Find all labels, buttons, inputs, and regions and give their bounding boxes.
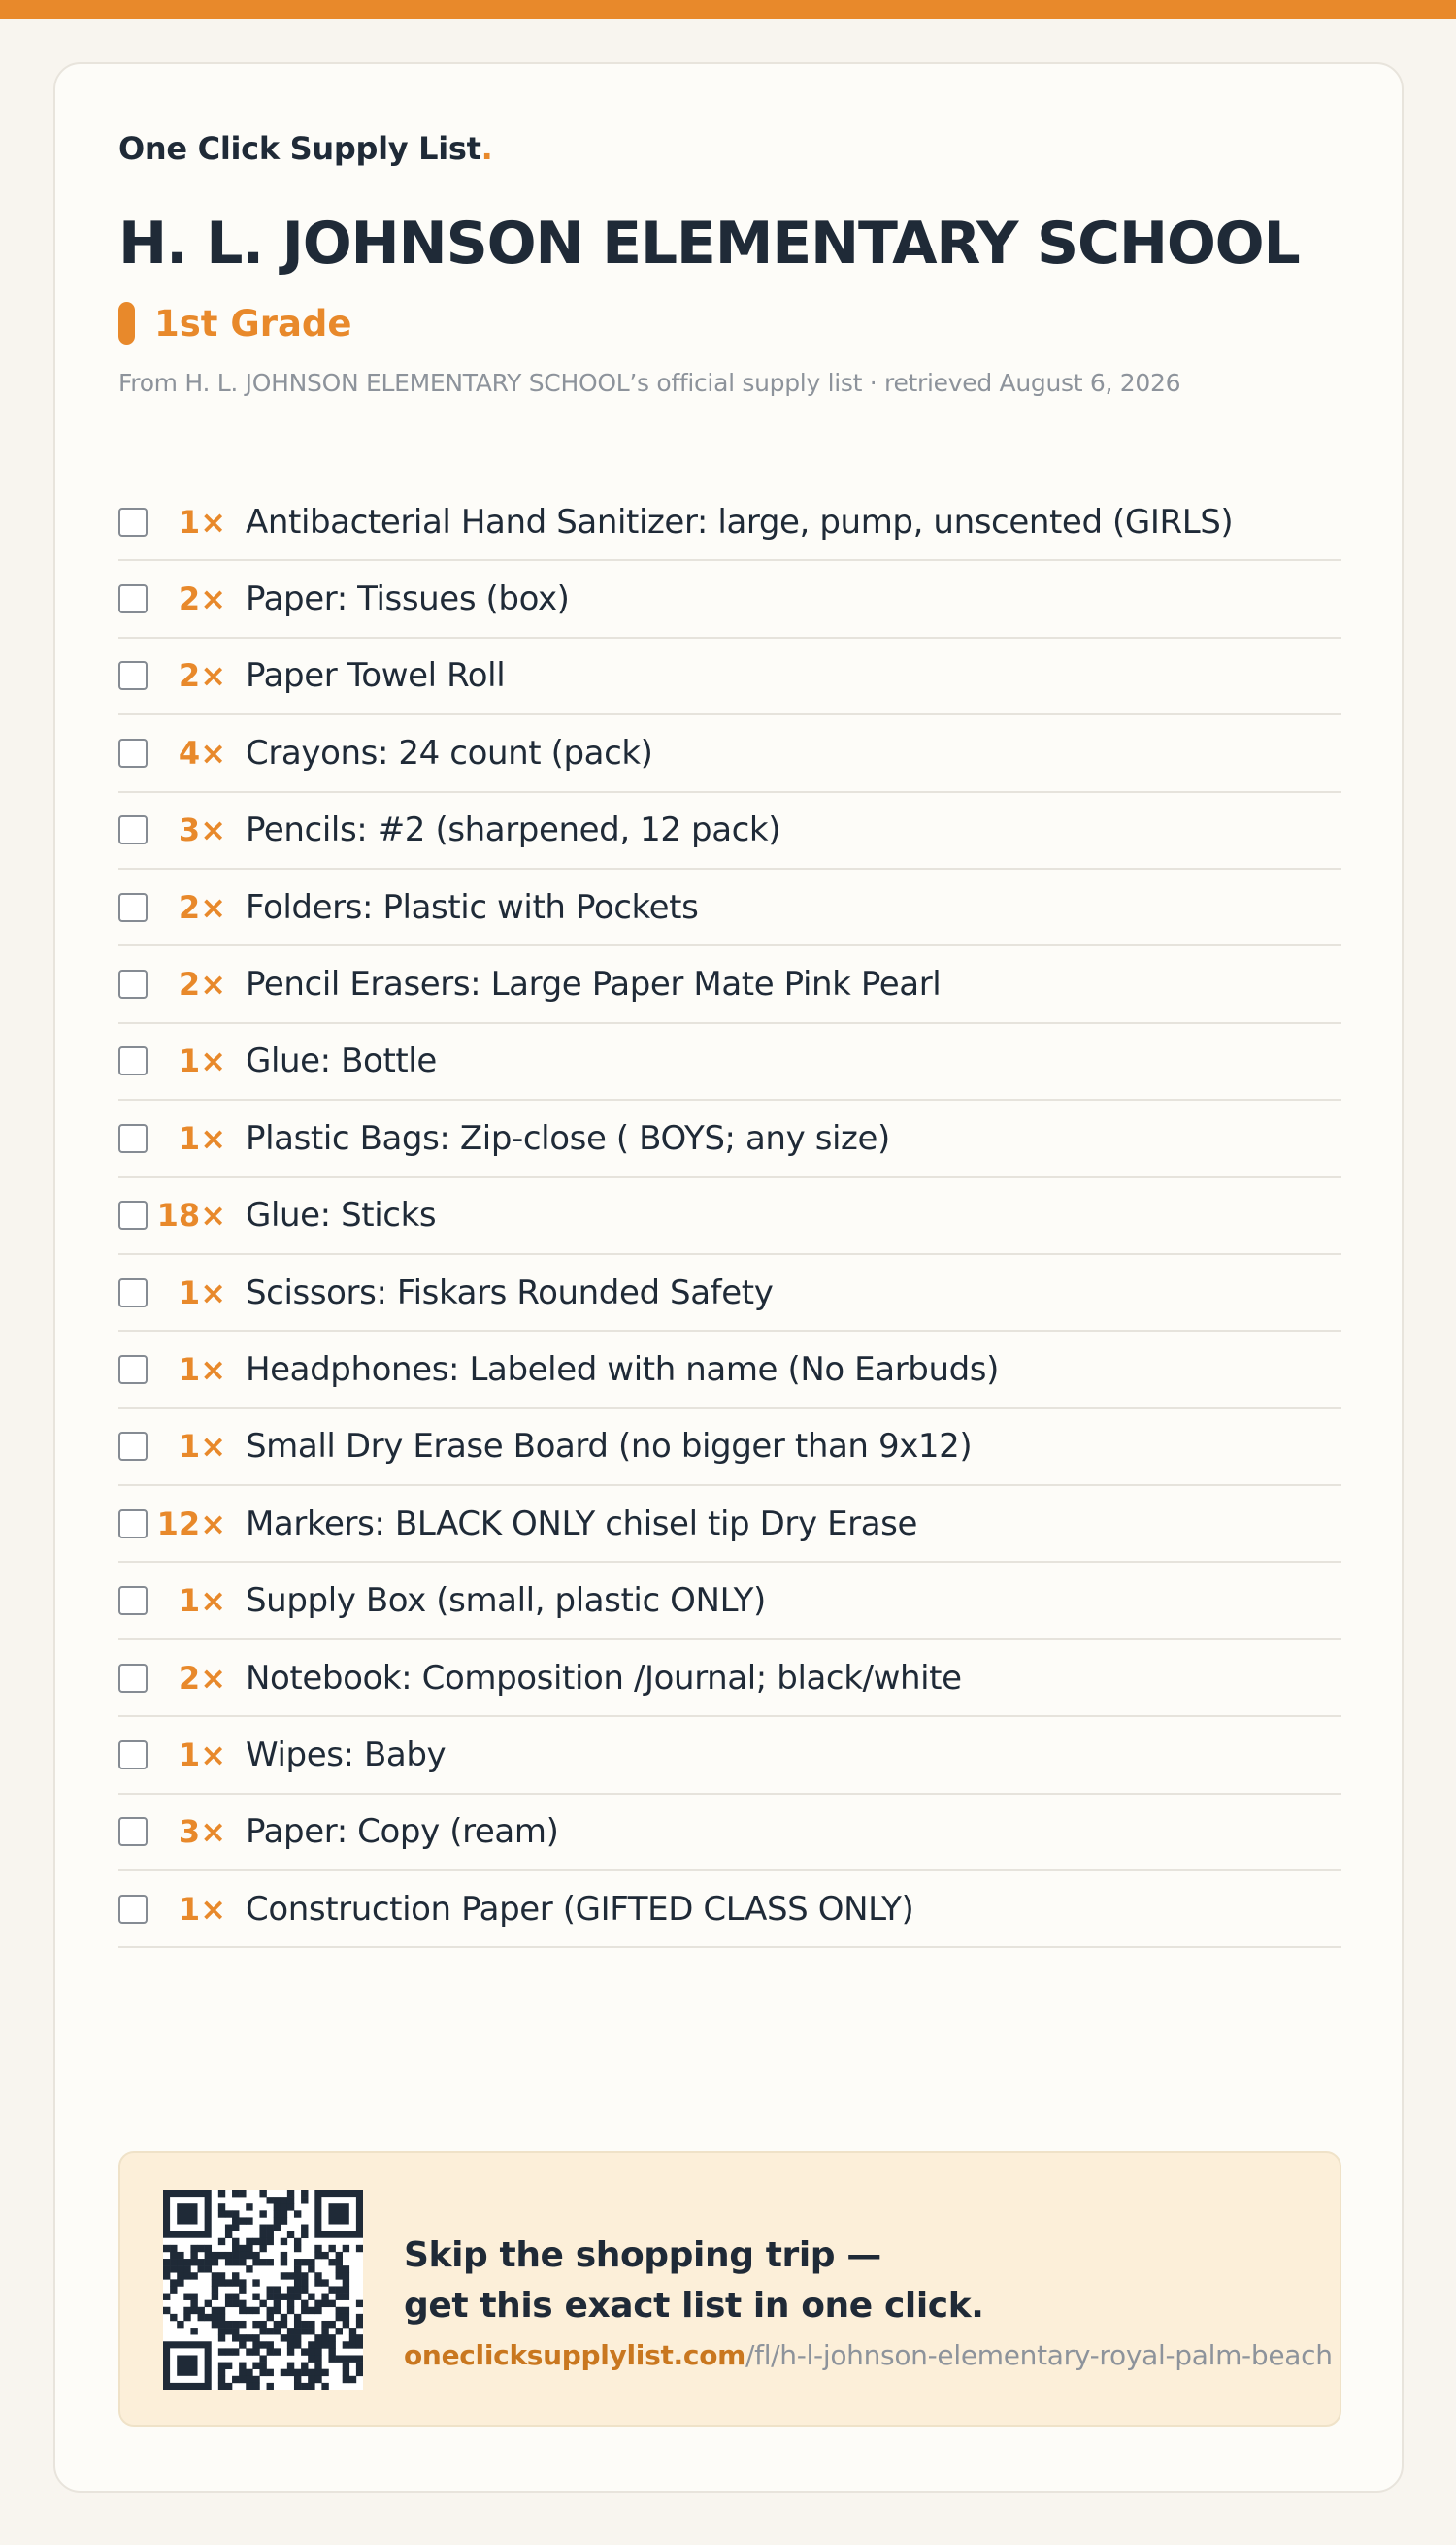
supply-item <box>118 1871 1341 1948</box>
supply-list <box>118 484 1341 1948</box>
grade-marker <box>118 302 135 345</box>
item-quantity: 2× <box>178 1659 226 1697</box>
supply-item <box>118 561 1341 638</box>
item-quantity: 2× <box>178 580 226 618</box>
item-name: Paper Towel Roll <box>246 656 506 696</box>
item-checkbox[interactable] <box>118 970 148 999</box>
cta-banner <box>118 2151 1341 2427</box>
item-name: Paper: Copy (ream) <box>246 1812 559 1852</box>
item-checkbox[interactable] <box>118 508 148 537</box>
brand-name: One Click Supply List <box>118 130 481 167</box>
item-checkbox[interactable] <box>118 893 148 922</box>
item-quantity: 3× <box>178 1813 226 1851</box>
item-checkbox[interactable] <box>118 815 148 844</box>
supply-item <box>118 1332 1341 1408</box>
cta-link[interactable] <box>404 2339 1333 2371</box>
item-name: Wipes: Baby <box>246 1735 447 1774</box>
supply-item <box>118 1101 1341 1177</box>
supply-list-card <box>53 62 1404 2493</box>
supply-item <box>118 1563 1341 1639</box>
item-quantity: 1× <box>178 1350 226 1388</box>
qr-code-graphic <box>163 2190 363 2390</box>
item-checkbox[interactable] <box>118 584 148 613</box>
item-checkbox[interactable] <box>118 1586 148 1615</box>
supply-item <box>118 1486 1341 1563</box>
item-checkbox[interactable] <box>118 1432 148 1461</box>
item-quantity: 2× <box>178 888 226 926</box>
item-checkbox[interactable] <box>118 1895 148 1924</box>
supply-item <box>118 1409 1341 1486</box>
item-checkbox[interactable] <box>118 739 148 768</box>
item-name: Notebook: Composition /Journal; black/white <box>246 1658 962 1698</box>
grade-heading <box>118 301 352 346</box>
item-name: Pencils: #2 (sharpened, 12 pack) <box>246 810 781 850</box>
qr-code-icon[interactable] <box>163 2190 363 2390</box>
supply-item <box>118 1717 1341 1794</box>
item-name: Markers: BLACK ONLY chisel tip Dry Erase <box>246 1504 918 1543</box>
item-checkbox[interactable] <box>118 661 148 690</box>
item-quantity: 1× <box>178 1273 226 1311</box>
item-name: Small Dry Erase Board (no bigger than 9x12) <box>246 1427 973 1467</box>
item-checkbox[interactable] <box>118 1278 148 1307</box>
item-checkbox[interactable] <box>118 1355 148 1384</box>
supply-item <box>118 870 1341 946</box>
item-name: Glue: Bottle <box>246 1041 437 1081</box>
item-checkbox[interactable] <box>118 1201 148 1230</box>
supply-item <box>118 1255 1341 1332</box>
cta-headline <box>404 2231 984 2331</box>
supply-item <box>118 793 1341 870</box>
item-checkbox[interactable] <box>118 1046 148 1075</box>
cta-headline-line-1: Skip the shopping trip — <box>404 2235 881 2275</box>
item-name: Construction Paper (GIFTED CLASS ONLY) <box>246 1889 914 1929</box>
item-quantity: 1× <box>178 503 226 541</box>
item-quantity: 18× <box>156 1197 226 1235</box>
item-name: Scissors: Fiskars Rounded Safety <box>246 1272 774 1312</box>
item-quantity: 1× <box>178 1735 226 1773</box>
item-checkbox[interactable] <box>118 1740 148 1769</box>
item-quantity: 2× <box>178 657 226 695</box>
brand-dot: . <box>480 130 493 167</box>
item-quantity: 4× <box>178 734 226 772</box>
item-checkbox[interactable] <box>118 1664 148 1693</box>
item-checkbox[interactable] <box>118 1817 148 1846</box>
item-quantity: 1× <box>178 1042 226 1080</box>
cta-link-domain[interactable]: oneclicksupplylist.com <box>404 2339 745 2371</box>
item-name: Folders: Plastic with Pockets <box>246 887 699 927</box>
item-name: Antibacterial Hand Sanitizer: large, pump, unscented (GIRLS) <box>246 502 1234 542</box>
item-name: Plastic Bags: Zip-close ( BOYS; any size) <box>246 1118 890 1158</box>
item-quantity: 3× <box>178 811 226 849</box>
supply-item <box>118 946 1341 1023</box>
supply-item <box>118 1178 1341 1255</box>
source-note: From H. L. JOHNSON ELEMENTARY SCHOOL’s official supply list · retrieved August 6, 2026 <box>118 369 1181 397</box>
item-name: Crayons: 24 count (pack) <box>246 733 653 773</box>
item-checkbox[interactable] <box>118 1124 148 1153</box>
item-name: Headphones: Labeled with name (No Earbuds) <box>246 1349 999 1389</box>
cta-link-path[interactable]: /fl/h-l-johnson-elementary-royal-palm-beach <box>745 2339 1333 2371</box>
item-checkbox[interactable] <box>118 1509 148 1538</box>
item-quantity: 1× <box>178 1582 226 1620</box>
item-name: Pencil Erasers: Large Paper Mate Pink Pearl <box>246 965 942 1005</box>
item-quantity: 12× <box>156 1504 226 1542</box>
supply-item <box>118 484 1341 561</box>
item-name: Supply Box (small, plastic ONLY) <box>246 1581 766 1621</box>
supply-item <box>118 715 1341 792</box>
top-accent-bar <box>0 0 1456 19</box>
item-quantity: 1× <box>178 1119 226 1157</box>
supply-item <box>118 639 1341 715</box>
item-quantity: 2× <box>178 966 226 1004</box>
cta-headline-line-2: get this exact list in one click. <box>404 2286 984 2326</box>
supply-item <box>118 1795 1341 1871</box>
item-name: Glue: Sticks <box>246 1196 437 1236</box>
supply-item <box>118 1640 1341 1717</box>
grade-label: 1st Grade <box>154 302 352 345</box>
supply-item <box>118 1024 1341 1101</box>
page-title: H. L. JOHNSON ELEMENTARY SCHOOL <box>118 210 1300 278</box>
item-quantity: 1× <box>178 1890 226 1928</box>
item-quantity: 1× <box>178 1428 226 1466</box>
brand-logo <box>118 130 493 167</box>
item-name: Paper: Tissues (box) <box>246 579 570 619</box>
